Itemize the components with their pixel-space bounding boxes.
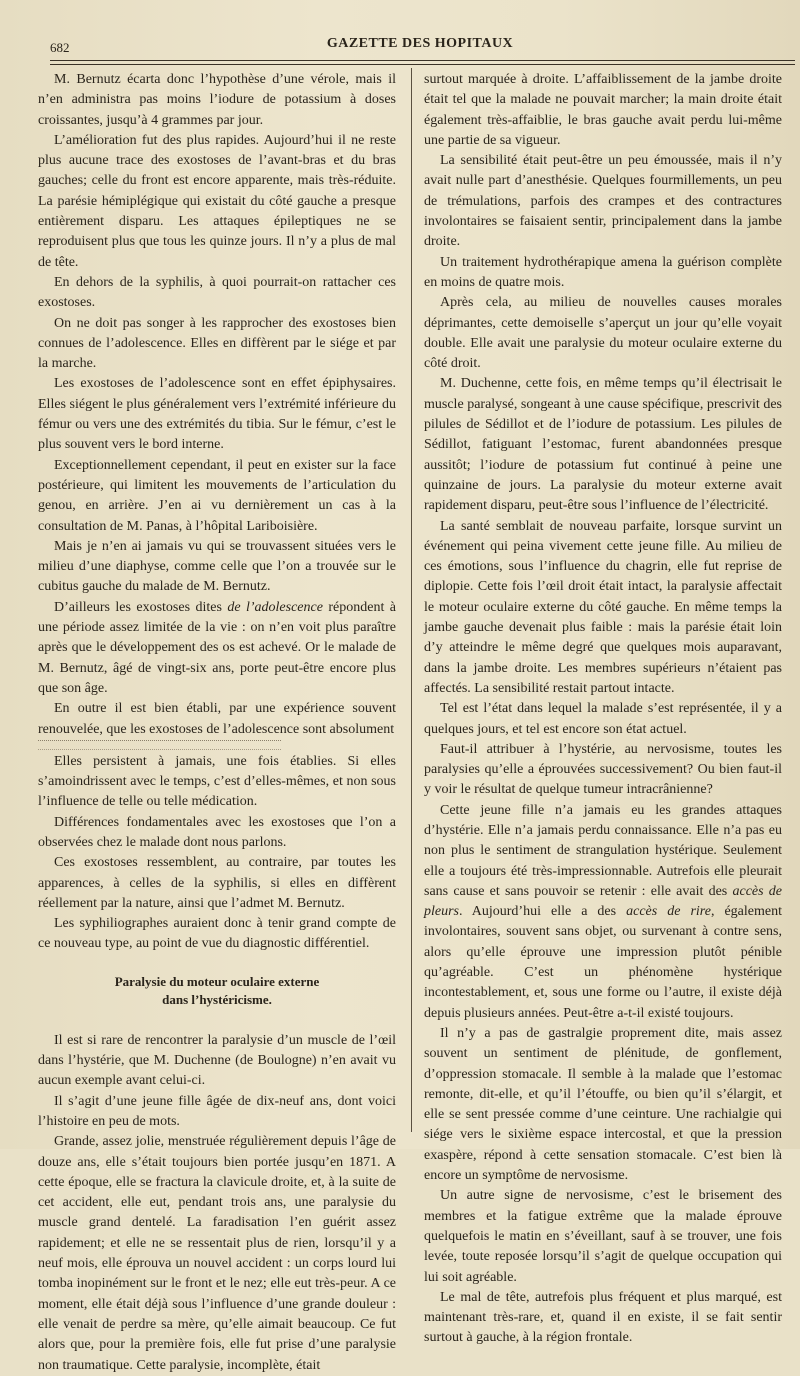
text-run: Cette jeune fille n’a jamais eu les grandes attaques d’hystérie. Elle n’a jamais perdu connaissance. Elle n’a pas eu non plus le sentiment de strangulation hystérique. Seulement elle a toujours été très-impressionnable. Autrefois elle pleurait sans cause et sans pouvoir se retenir : elle avait des xyxy=(424,802,782,899)
paragraph: Après cela, au milieu de nouvelles causes morales déprimantes, cette demoiselle s’aperçut un jour qu’elle voyait double. Elle avait une paralysie du moteur oculaire externe du côté droit. xyxy=(424,295,782,372)
paragraph: On ne doit pas songer à les rapprocher des exostoses bien connues de l’adolescence. Elles en diffèrent par le siége et par la marche. xyxy=(38,315,396,372)
paragraph: Le mal de tête, autrefois plus fréquent et plus marqué, est maintenant très-rare, et, quand il en existe, il se fait sentir surtout à gauche, à la région frontale. xyxy=(424,1289,782,1346)
paragraph: Les exostoses de l’adolescence sont en effet épiphysaires. Elles siégent le plus généralement vers l’extrémité inférieure du fémur ou vers une des extrémités du tibia. Sur le fémur, c’est le plus souvent vers le bord interne. xyxy=(38,376,396,453)
paragraph: M. Duchenne, cette fois, en même temps qu’il électrisait le muscle paralysé, songeant à une cause spécifique, prescrivit des pilules de Sédillot et de l’iodure de potassium. Les pilules de Sédillot, fatiguant l’estomac, furent abandonnées presque aussitôt; l’iodure de potassium fut continué à peine une quinzaine de jours. La paralysie du moteur externe avait rapidement disparu, peut-être sous l’influence de l’électricité. xyxy=(424,376,782,514)
paragraph: Il est si rare de rencontrer la paralysie d’un muscle de l’œil dans l’hystérie, que M. Duchenne (de Boulogne) n’en avait vu aucun exemple avant celui-ci. xyxy=(38,1032,396,1089)
paragraph: M. Bernutz écarta donc l’hypothèse d’une vérole, mais il n’en administra pas moins l’iodure de potassium à doses croissantes, jusqu’à 4 grammes par jour. xyxy=(38,72,396,128)
paragraph: Tel est l’état dans lequel la malade s’est représentée, il y a quelques jours, et tel est encore son état actuel. xyxy=(424,701,782,737)
paragraph: Elles persistent à jamais, une fois établies. Si elles s’amoindrissent avec le temps, c’est d’elles-mêmes, et non sous l’influence de telle ou telle médication. xyxy=(38,753,396,810)
paragraph: Un autre signe de nervosisme, c’est le brisement des membres et la fatigue extrême que la malade éprouve quelquefois le matin en s’éveillant, sauf à se trouver, une fois levée, toute reposée lorsqu’il s’agit de quelque occupation qui lui soit agréable. xyxy=(424,1188,782,1285)
heading-line: Paralysie du moteur oculaire externe xyxy=(114,973,320,989)
paragraph: Un traitement hydrothérapique amena la guérison complète en moins de quatre mois. xyxy=(424,254,782,290)
paragraph: En dehors de la syphilis, à quoi pourrait-on rattacher ces exostoses. xyxy=(38,274,396,311)
paragraph: Mais je n’en ai jamais vu qui se trouvassent situées vers le milieu d’une diaphyse, comme celle que l’on a trouvée sur le cubitus gauche du malade de M. Bernutz. xyxy=(38,538,396,595)
text-run: D’ailleurs les exostoses dites xyxy=(54,599,228,615)
heading-line: dans l’hystéricisme. xyxy=(162,991,272,1007)
header-rule xyxy=(50,60,795,61)
paragraph: Il s’agit d’une jeune fille âgée de dix-neuf ans, dont voici l’histoire en peu de mots. xyxy=(38,1093,396,1129)
left-column xyxy=(38,70,396,1376)
paragraph: Faut-il attribuer à l’hystérie, au nervosisme, toutes les paralysies qu’elle a éprouvées successivement? Ou bien faut-il y voir le résultat de quelque tumeur intracrânienne? xyxy=(424,741,782,798)
paragraph: Ces exostoses ressemblent, au contraire, par toutes les apparences, à celles de la syphilis, si elles en diffèrent réellement par la nature, ainsi que l’admet M. Bernutz. xyxy=(38,855,396,911)
paragraph: La sensibilité était peut-être un peu émoussée, mais il n’y avait nulle part d’anesthésie. Quelques fourmillements, un peu de trémulations, parfois des crampes et des contractures involontaires se faisaient sentir, principalement dans la jambe droite. xyxy=(424,153,782,250)
italic-text: accès de pleurs xyxy=(424,883,783,920)
header-rule-thin xyxy=(50,64,795,65)
section-heading xyxy=(38,973,396,1009)
paragraph: Exceptionnellement cependant, il peut en exister sur la face postérieure, qui limitent les mouvements de l’articulation du genou, en arrière. J’en ai vu dernièrement un cas à la consultation de M. Panas, à l’hôpital Lariboisière. xyxy=(38,457,396,534)
paragraph xyxy=(38,598,396,699)
text-run: répondent à une période assez limitée de la vie : on n’en voit plus paraître après que le développement des os est achevé. Or le malade de M. Bernutz, âgé de vingt-six ans, porte peut-être encore plus que son âge. xyxy=(38,599,396,696)
paragraph: Grande, assez jolie, menstruée régulièrement depuis l’âge de douze ans, elle s’était toujours bien portée jusqu’en 1871. A cette époque, elle se fractura la clavicule droite, et, à la suite de cet accident, elle eut, pendant trois ans, une paralysie du muscle grand dentelé. La faradisation l’en guérit assez rapidement; et elle ne se ressentait plus de rien, lorsqu’il y a neuf mois, elle éprouva un nouvel accident : un corps lourd lui tomba inopinément sur le front et le nez; elle eut très-peur. A ce moment, elle était déjà sous l’influence d’une grande douleur : elle venait de perdre sa mère, qu’elle aimait beaucoup. Ce fut alors que, pour la première fois, elle fut prise d’une paralysie non traumatique. Cette paralysie, incomplète, était xyxy=(38,1134,396,1373)
running-title: GAZETTE DES HOPITAUX xyxy=(326,36,514,51)
italic-text: accès de rire xyxy=(626,904,711,920)
page-number: 682 xyxy=(50,40,70,55)
paragraph: L’amélioration fut des plus rapides. Aujourd’hui il ne reste plus aucune trace des exostoses de l’avant-bras et du bras gauches; celle du front est encore apparente, mais très-réduite. La parésie hémiplégique qui existait du côté gauche a presque entièrement disparu. Les attaques épileptiques ne se reproduisent plus que tous les quinze jours. Il n’y a plus de mal de tête. xyxy=(38,132,396,270)
paragraph: Différences fondamentales avec les exostoses que l’on a observées chez le malade dont nous parlons. xyxy=(38,814,396,850)
damaged-print-line xyxy=(38,740,281,750)
paragraph: surtout marquée à droite. L’affaiblissement de la jambe droite était tel que la malade ne pouvait marcher; la main droite était également très-affaiblie, le bras gauche avait perdu lui-même une partie de sa vigueur. xyxy=(424,72,782,148)
paragraph: Les syphiliographes auraient donc à tenir grand compte de ce nouveau type, au point de vue du diagnostic différentiel. xyxy=(38,916,396,952)
text-run: . Aujourd’hui elle a des xyxy=(459,904,627,920)
paragraph: La santé semblait de nouveau parfaite, lorsque survint un événement qui peina vivement cette jeune fille. Au milieu de ces émotions, sous l’influence du chagrin, elle fut reprise de diplopie. Cette fois l’œil droit était intact, la paralysie affectait le moteur oculaire externe du côté gauche. En même temps la jambe gauche devenait plus faible : mais la parésie était loin d’y atteindre le même degré que quelques mois auparavant, dans la jambe droite. Les membres supérieurs n’étaient pas affectés. La sensibilité restait partout intacte. xyxy=(424,518,782,696)
italic-text: de l’adolescence xyxy=(227,599,323,615)
page-header xyxy=(50,34,790,58)
column-divider xyxy=(411,68,412,1132)
paragraph: En outre il est bien établi, par une expérience souvent renouvelée, que les exostoses de l’adolescence sont absolument xyxy=(38,701,396,737)
right-column xyxy=(424,70,782,1349)
text-run: , également involontaires, souvent sans objet, ou survenant à contre sens, alors qu’elle éprouve une impression plutôt pénible qu’agréable. C’est un phénomène hystérique incontestablement, et, sous une forme ou l’autre, il existe déjà depuis plusieurs années. Peut-être a-t-il existé toujours. xyxy=(424,904,782,1021)
paragraph: Il n’y a pas de gastralgie proprement dite, mais assez souvent un sentiment de plénitude, de gonflement, d’oppression stomacale. Il semble à la malade que l’estomac remonte, dit-elle, et qu’il l’étouffe, ou bien qu’il s’élargit, et elle se sent pressée comme d’une ceinture. Une rachialgie qui siége vers le sixième espace intercostal, et que la pression exaspère, répond à cette sensation stomacale. C’est bien là encore un symptôme de nervosisme. xyxy=(424,1025,782,1184)
paragraph xyxy=(424,801,782,1024)
